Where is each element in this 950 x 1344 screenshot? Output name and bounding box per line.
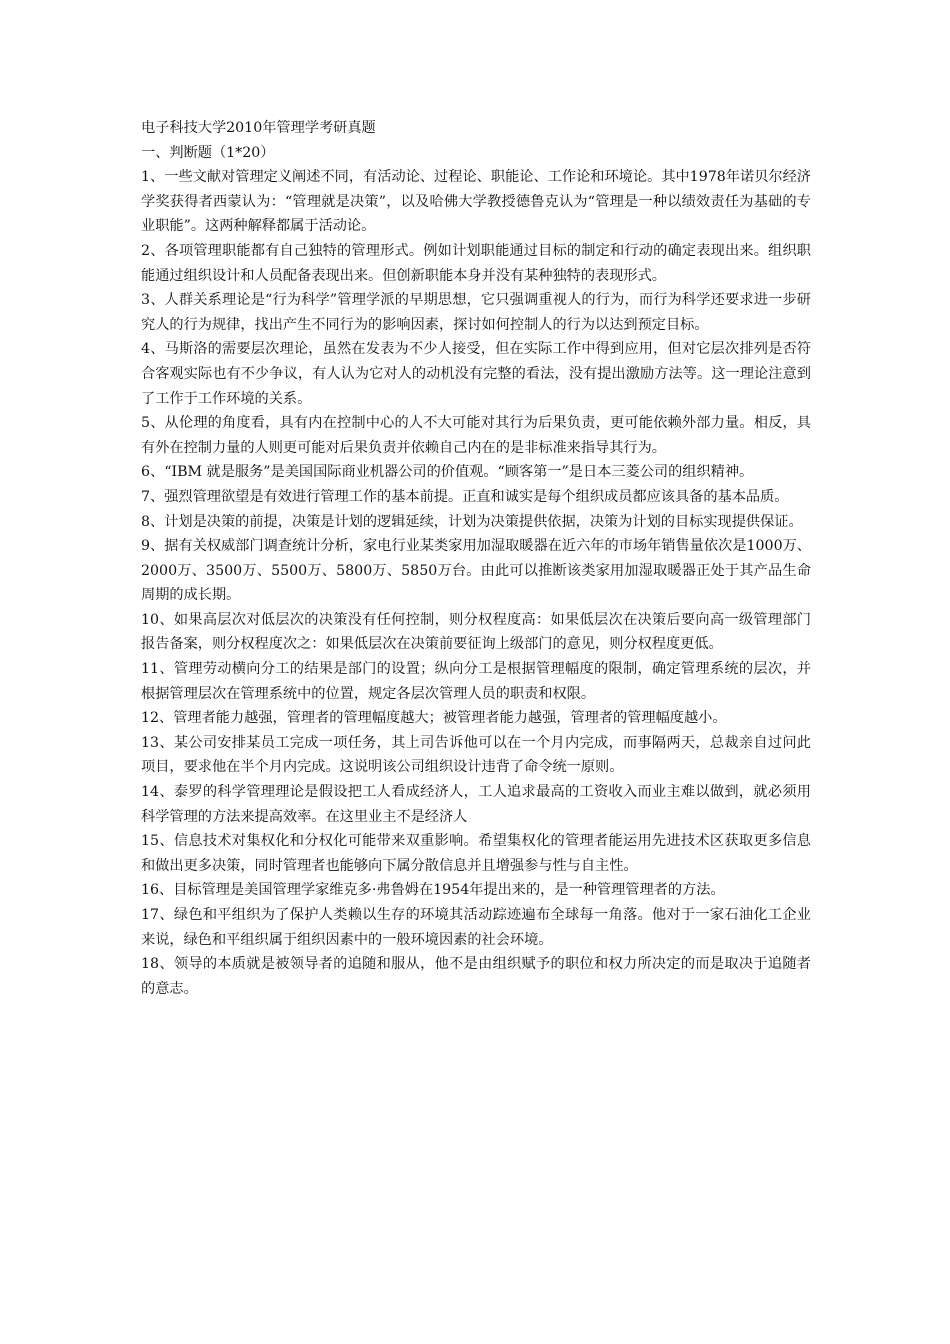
question-item-16: 16、目标管理是美国管理学家维克多·弗鲁姆在1954年提出来的，是一种管理管理者的方法。 [141, 882, 725, 899]
question-item-18: 18、领导的本质就是被领导者的追随和服从，他不是由组织赋予的职位和权力所决定的而是取决于追随者的意志。 [141, 956, 811, 997]
question-item-9: 9、据有关权威部门调查统计分析，家电行业某类家用加湿取暖器在近六年的市场年销售量依次是1000万、2000万、3500万、5500万、5800万、5850万台。由此可以推断该类家用加湿取暖器正处于其产品生命周期的成长期。 [141, 538, 811, 604]
question-item-2: 2、各项管理职能都有自己独特的管理形式。例如计划职能通过目标的制定和行动的确定表现出来。组织职能通过组织设计和人员配备表现出来。但创新职能本身并没有某种独特的表现形式。 [141, 242, 811, 284]
question-item-11: 11、管理劳动横向分工的结果是部门的设置；纵向分工是根据管理幅度的限制，确定管理系统的层次，并根据管理层次在管理系统中的位置，规定各层次管理人员的职责和权限。 [141, 661, 811, 702]
question-item-10: 10、如果高层次对低层次的决策没有任何控制，则分权程度高：如果低层次在决策后要向高一级管理部门报告备案，则分权程度次之：如果低层次在决策前要征询上级部门的意见，则分权程度更低。 [141, 611, 811, 653]
question-item-7: 7、强烈管理欲望是有效进行管理工作的基本前提。正直和诚实是每个组织成员都应该具备的基本品质。 [141, 488, 789, 505]
question-item-6: 6、“IBM 就是服务”是美国国际商业机器公司的价值观。“顾客第一”是日本三菱公司的组织精神。 [141, 464, 754, 481]
question-item-13: 13、某公司安排某员工完成一项任务，其上司告诉他可以在一个月内完成，而事隔两天，总裁亲自过问此项目，要求他在半个月内完成。这说明该公司组织设计违背了命令统一原则。 [141, 734, 811, 776]
question-item-12: 12、管理者能力越强，管理者的管理幅度越大；被管理者能力越强，管理者的管理幅度越小。 [141, 710, 727, 727]
question-item-15: 15、信息技术对集权化和分权化可能带来双重影响。希望集权化的管理者能运用先进技术区获取更多信息和做出更多决策，同时管理者也能够向下属分散信息并且增强参与性与自主性。 [141, 833, 811, 874]
question-item-8: 8、计划是决策的前提，决策是计划的逻辑延续，计划为决策提供依据，决策为计划的目标实现提供保证。 [141, 513, 803, 530]
question-item-1: 1、一些文献对管理定义阐述不同，有活动论、过程论、职能论、工作论和环境论。其中1978年诺贝尔经济学奖获得者西蒙认为：“管理就是决策”，以及哈佛大学教授德鲁克认为“管理是一种以绩效责任为基础的专业职能”。这两种解释都属于活动论。 [141, 169, 811, 235]
section-heading: 一、判断题（1*20） [141, 144, 275, 161]
question-item-3: 3、人群关系理论是“行为科学”管理学派的早期思想，它只强调重视人的行为，而行为科学还要求进一步研究人的行为规律，找出产生不同行为的影响因素，探讨如何控制人的行为以达到预定目标。 [141, 292, 811, 333]
question-item-17: 17、绿色和平组织为了保护人类赖以生存的环境其活动踪迹遍布全球每一角落。他对于一家石油化工企业来说，绿色和平组织属于组织因素中的一般环境因素的社会环境。 [141, 907, 811, 948]
document-page [141, 116, 811, 1001]
question-item-4: 4、马斯洛的需要层次理论，虽然在发表为不少人接受，但在实际工作中得到应用，但对它层次排列是否符合客观实际也有不少争议，有人认为它对人的动机没有完整的看法，没有提出激励方法等。这一理论注意到了工作于工作环境的关系。 [141, 341, 811, 407]
question-item-5: 5、从伦理的角度看，具有内在控制中心的人不大可能对其行为后果负责，更可能依赖外部力量。相反，具有外在控制力量的人则更可能对后果负责并依赖自己内在的是非标准来指导其行为。 [141, 415, 811, 456]
question-item-14: 14、泰罗的科学管理理论是假设把工人看成经济人，工人追求最高的工资收入而业主难以做到，就必须用科学管理的方法来提高效率。在这里业主不是经济人 [141, 784, 811, 825]
document-title: 电子科技大学2010年管理学考研真题 [141, 120, 376, 136]
